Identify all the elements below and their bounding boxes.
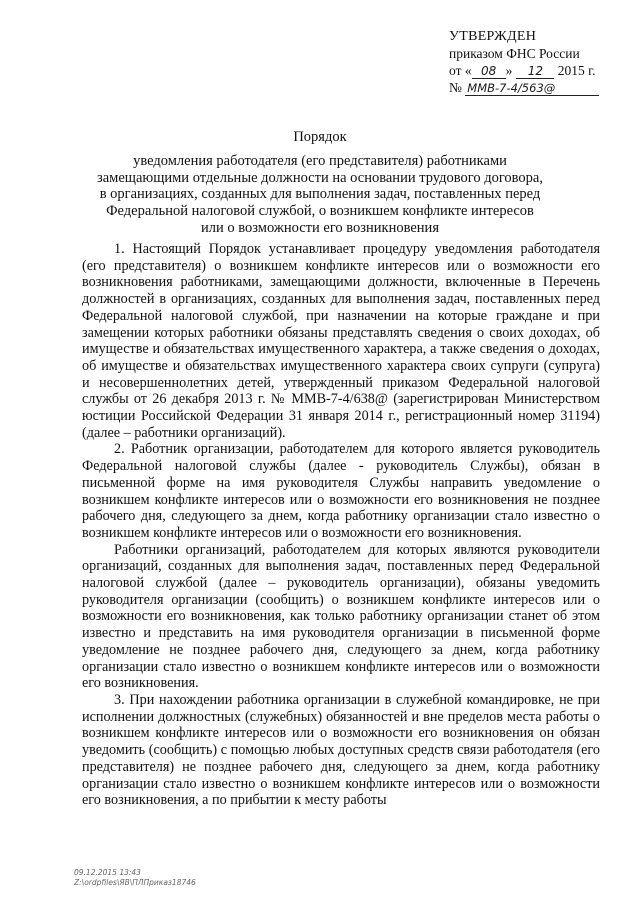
title-line: замещающими отдельные должности на основании трудового договора, xyxy=(97,169,543,186)
paragraph: 2. Работник организации, работодателем для которого является руководитель Федеральной налоговой службы (далее - руководитель Службы), обязан в письменной форме на имя руководителя Службы направить уведомление о возникшем конфликте интересов или о возможности его возникновения не позднее рабочего дня, следующего за днем, когда работнику организации стало известно о возникшем конфликте интересов или о возможности его возникновения. xyxy=(82,441,600,541)
number-prefix: № xyxy=(449,80,462,95)
title-line: уведомления работодателя (его представителя) работниками xyxy=(133,152,507,169)
approval-heading: УТВЕРЖДЕН xyxy=(449,29,537,44)
footer-file-path: Z:\ordpfiles\ЯВ\ПЛПриказ18746 xyxy=(74,878,196,887)
date-prefix: от « xyxy=(449,63,472,78)
title-line: или о возможности его возникновения xyxy=(201,219,439,236)
date-day-handwritten: 08 xyxy=(472,64,506,79)
paragraph: 3. При нахождении работника организации в служебной командировке, не при исполнении должностных (служебных) обязанностей и вне пределов места работы о возникшем конфликте интересов или о возможности его возникновения он обязан уведомить (сообщить) с помощью любых доступных средств связи работодателя (его представителя) не позднее рабочего дня, следующего за днем, когда работнику организации стало известно о возникшем конфликте интересов или о возможности его возникновения, а по прибытии к месту работы xyxy=(82,691,600,809)
file-footer xyxy=(74,868,196,888)
approval-stamp xyxy=(449,28,629,96)
order-number-handwritten: ММВ-7-4/563@ xyxy=(465,81,599,96)
approval-number-line xyxy=(449,79,629,96)
footer-timestamp: 09.12.2015 13:43 xyxy=(74,868,141,877)
date-month-handwritten: 12 xyxy=(516,64,554,79)
paragraph: 1. Настоящий Порядок устанавливает процедуру уведомления работодателя (его представителя) о возникшем конфликте интересов или о возможности его возникновения работниками, замещающими должности, включенные в Перечень должностей в организациях, созданных для выполнения задач, поставленных перед Федеральной налоговой службой, при назначении на которые граждане и при замещении которых работники обязаны представлять сведения о своих доходах, об имуществе и обязательствах имущественного характера, а также сведения о доходах, об имуществе и обязательствах имущественного характера своих супруги (супруга) и несовершеннолетних детей, утвержденный приказом Федеральной налоговой службы от 26 декабря 2013 г. № ММВ-7-4/638@ (зарегистрирован Министерством юстиции Российской Федерации 31 января 2014 г., регистрационный номер 31194) (далее – работники организаций). xyxy=(82,241,600,441)
title-line: Федеральной налоговой службой, о возникшем конфликте интересов xyxy=(106,203,534,220)
approval-order-by: приказом ФНС России xyxy=(449,46,580,61)
paragraph: Работники организаций, работодателем для которых являются руководители организаций, созданных для выполнения задач, поставленных перед Федеральной налоговой службой (далее – руководитель организации), обязаны уведомить руководителя организации (сообщить) о возникшем конфликте интересов или о возможности его возникновения, как только работнику организации станет об этом известно и представить на имя руководителя организации в письменной форме уведомление не позднее рабочего дня, следующего за днем, когда работнику организации стало известно о возникшем конфликте интересов или о возможности его возникновения. xyxy=(82,541,600,692)
document-title xyxy=(70,129,570,237)
title-line: в организациях, созданных для выполнения задач, поставленных перед xyxy=(99,186,541,203)
title-heading: Порядок xyxy=(293,129,347,145)
approval-date-line xyxy=(449,62,629,79)
date-mid: » xyxy=(505,63,513,78)
document-body xyxy=(82,241,600,809)
date-year: 2015 г. xyxy=(557,63,596,78)
